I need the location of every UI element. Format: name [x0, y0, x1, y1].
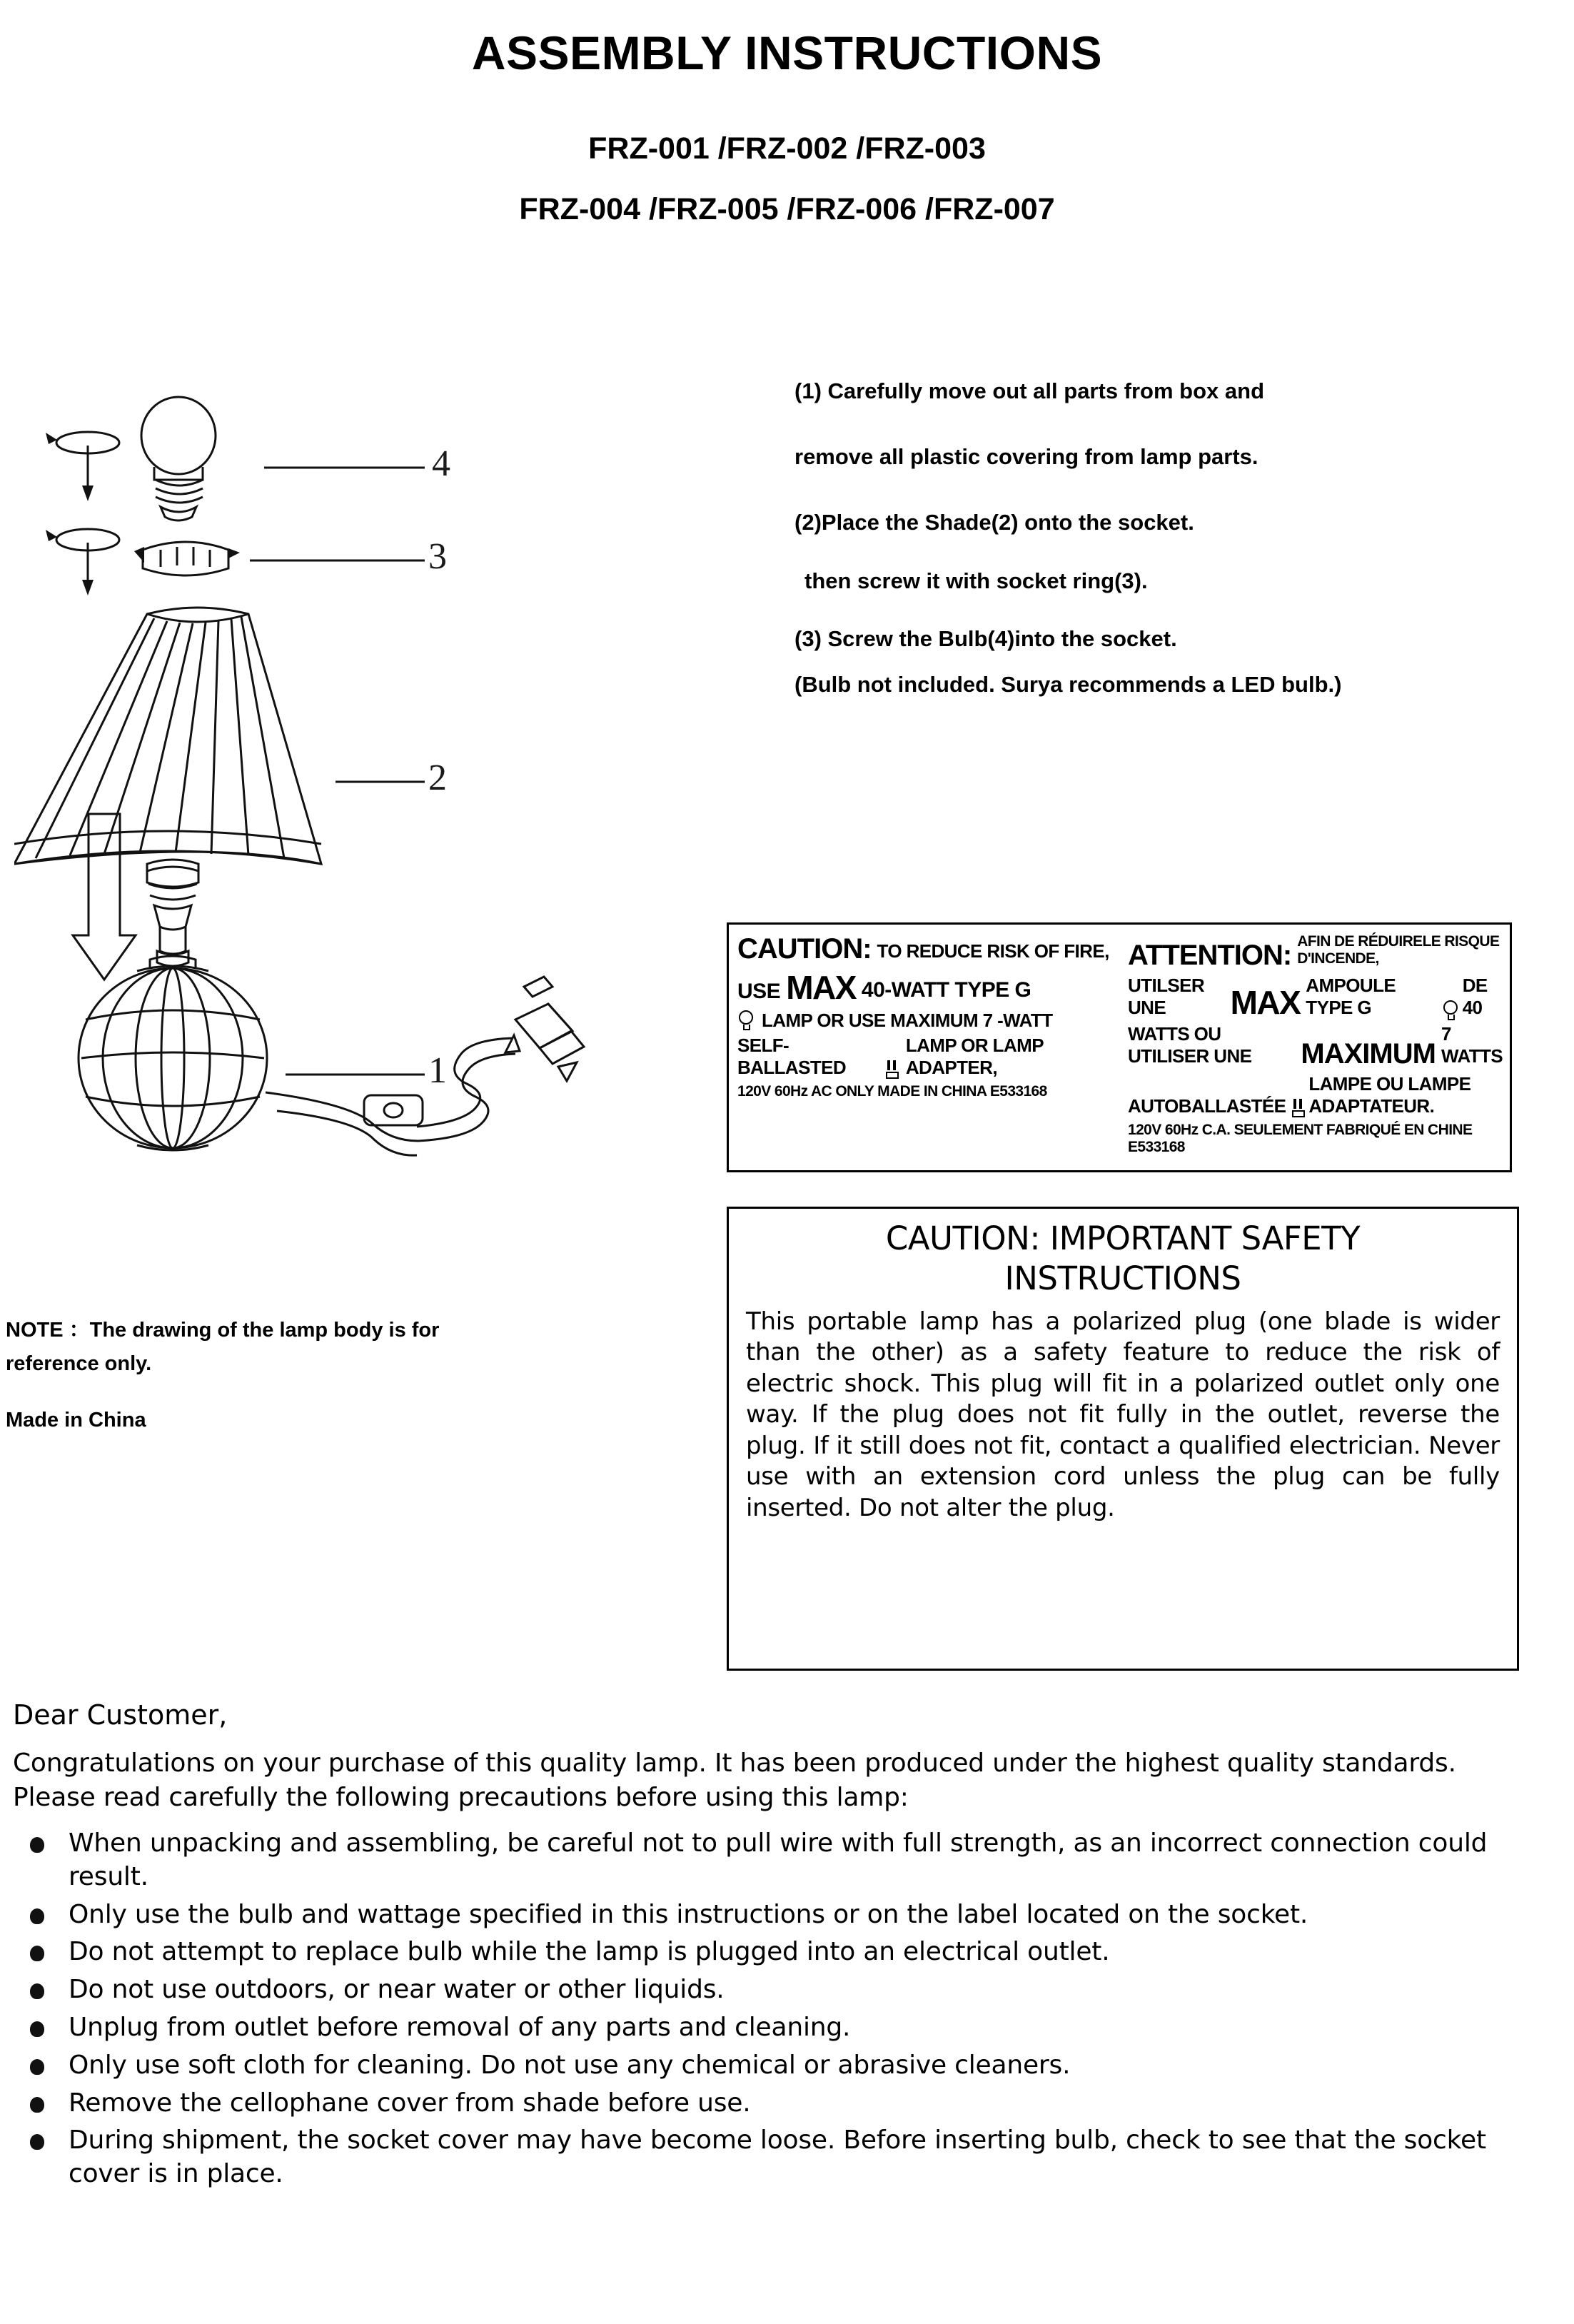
model-numbers-line-1: FRZ-001 /FRZ-002 /FRZ-003: [588, 131, 986, 166]
assembly-direction-arrow: [73, 814, 136, 980]
safety-title-line-2: INSTRUCTIONS: [1004, 1259, 1241, 1298]
bulb-part-illustration: [46, 397, 216, 520]
step-line-5: (3) Screw the Bulb(4)into the socket.: [794, 626, 1177, 652]
lamp-shade-illustration: [14, 608, 321, 864]
caution-heading-en: CAUTION:: [737, 933, 872, 965]
list-item: During shipment, the socket cover may have become loose. Before inserting bulb, check to see that the socket cover is in place.: [13, 2124, 1533, 2191]
wattage-caution-label: [727, 922, 1512, 1172]
caution-line3-en: LAMP OR USE MAXIMUM 7 -WATT: [762, 1010, 1053, 1031]
list-item: Unplug from outlet before removal of any parts and cleaning.: [13, 2011, 1533, 2045]
caution-use-en: USE: [737, 980, 781, 1003]
safety-instructions-box: [727, 1207, 1519, 1671]
precaution-list: [13, 1827, 1533, 2191]
list-item: Only use the bulb and wattage specified in this instructions or on the label located on the socket.: [13, 1898, 1533, 1932]
letter-intro: Congratulations on your purchase of this quality lamp. It has been produced under the highest quality standards. Please read carefully the following precautions before using this lamp:: [13, 1749, 1456, 1812]
caution-line3a-fr: WATTS OU UTILISER UNE: [1128, 1023, 1252, 1067]
lamp-base-illustration: [79, 956, 267, 1150]
callout-number-4: 4: [432, 443, 450, 484]
step-line-1: (1) Carefully move out all parts from box and: [794, 378, 1265, 403]
caution-max-en: MAX: [786, 969, 856, 1006]
step-line-3: (2)Place the Shade(2) onto the socket.: [794, 509, 1194, 535]
page-title: ASSEMBLY INSTRUCTIONS: [471, 26, 1103, 79]
list-item: Do not attempt to replace bulb while the lamp is plugged into an electrical outlet.: [13, 1936, 1533, 1969]
safety-body-text: This portable lamp has a polarized plug (one blade is wider than the other) as a safety feature to reduce the risk of electric shock. This plug will fit in a polarized outlet only one way. If the plug does not fit fully in the outlet, reverse the plug. If it still does not fit, contact a qualified electrician. Never use with an extension cord unless the plug can be fully inserted. Do not alter the plug.: [746, 1307, 1500, 1522]
bulb-icon: [737, 1010, 756, 1032]
step-line-6: (Bulb not included. Surya recommends a LED bulb.): [794, 672, 1342, 698]
made-in-text: Made in China: [6, 1408, 146, 1432]
caution-label-french: [1119, 925, 1510, 1170]
list-item: Do not use outdoors, or near water or other liquids.: [13, 1973, 1533, 2007]
caution-maximum-fr: MAXIMUM: [1301, 1038, 1436, 1070]
caution-max-fr: MAX: [1230, 984, 1301, 1021]
callout-number-2: 2: [428, 758, 447, 798]
caution-line2a-fr: UTILSER UNE: [1128, 975, 1205, 1018]
caution-line4b-en: LAMP OR LAMP ADAPTER,: [905, 1035, 1044, 1078]
diagram-note: [6, 1314, 505, 1437]
cfl-bulb-icon: [885, 1060, 900, 1079]
caution-line2b-fr: AMPOULE TYPE G: [1306, 975, 1396, 1018]
caution-line1-fr: AFIN DE RÉDUIRELE RISQUE D'INCENDE,: [1297, 933, 1500, 967]
socket-neck-illustration: [147, 860, 198, 966]
caution-line1-en: TO REDUCE RISK OF FIRE,: [877, 940, 1109, 962]
caution-line5-en: 120V 60Hz AC ONLY MADE IN CHINA E533168: [737, 1083, 1047, 1100]
step-line-4: then screw it with socket ring(3).: [804, 568, 1148, 593]
caution-watt-en: 40-WATT TYPE G: [861, 978, 1031, 1002]
caution-line3b-fr: 7 WATTS: [1441, 1023, 1503, 1067]
lamp-exploded-diagram: [14, 371, 728, 1228]
caution-line4-en: SELF-BALLASTED: [737, 1035, 847, 1078]
power-cord-illustration: [266, 977, 584, 1155]
caution-label-english: [729, 925, 1119, 1170]
caution-heading-fr: ATTENTION:: [1128, 940, 1292, 971]
caution-line4a-fr: AUTOBALLASTÉE: [1128, 1095, 1286, 1117]
list-item: When unpacking and assembling, be careful not to pull wire with full strength, as an incorrect connection could result.: [13, 1827, 1533, 1894]
step-line-2: remove all plastic covering from lamp parts.: [794, 443, 1258, 469]
list-item: Only use soft cloth for cleaning. Do not use any chemical or abrasive cleaners.: [13, 2049, 1533, 2083]
callout-number-3: 3: [428, 536, 447, 577]
caution-line2c-fr: DE 40: [1462, 975, 1488, 1018]
cfl-bulb-icon-fr: [1291, 1099, 1303, 1117]
list-item: Remove the cellophane cover from shade before use.: [13, 2087, 1533, 2121]
note-text: NOTE ：The drawing of the lamp body is for reference only.: [6, 1319, 440, 1375]
customer-letter: [13, 1699, 1533, 2195]
safety-title-line-1: CAUTION: IMPORTANT SAFETY: [885, 1219, 1361, 1257]
callout-number-1: 1: [428, 1050, 447, 1091]
caution-line4b-fr: LAMPE OU LAMPE ADAPTATEUR.: [1308, 1073, 1471, 1117]
socket-ring-part-illustration: [46, 529, 240, 595]
letter-greeting: Dear Customer,: [13, 1699, 228, 1731]
model-numbers-line-2: FRZ-004 /FRZ-005 /FRZ-006 /FRZ-007: [519, 192, 1055, 226]
assembly-steps: [794, 376, 1530, 735]
caution-line5-fr: 120V 60Hz C.A. SEULEMENT FABRIQUÉ EN CHINE E533168: [1128, 1122, 1473, 1155]
bulb-icon-fr: [1442, 1000, 1457, 1022]
